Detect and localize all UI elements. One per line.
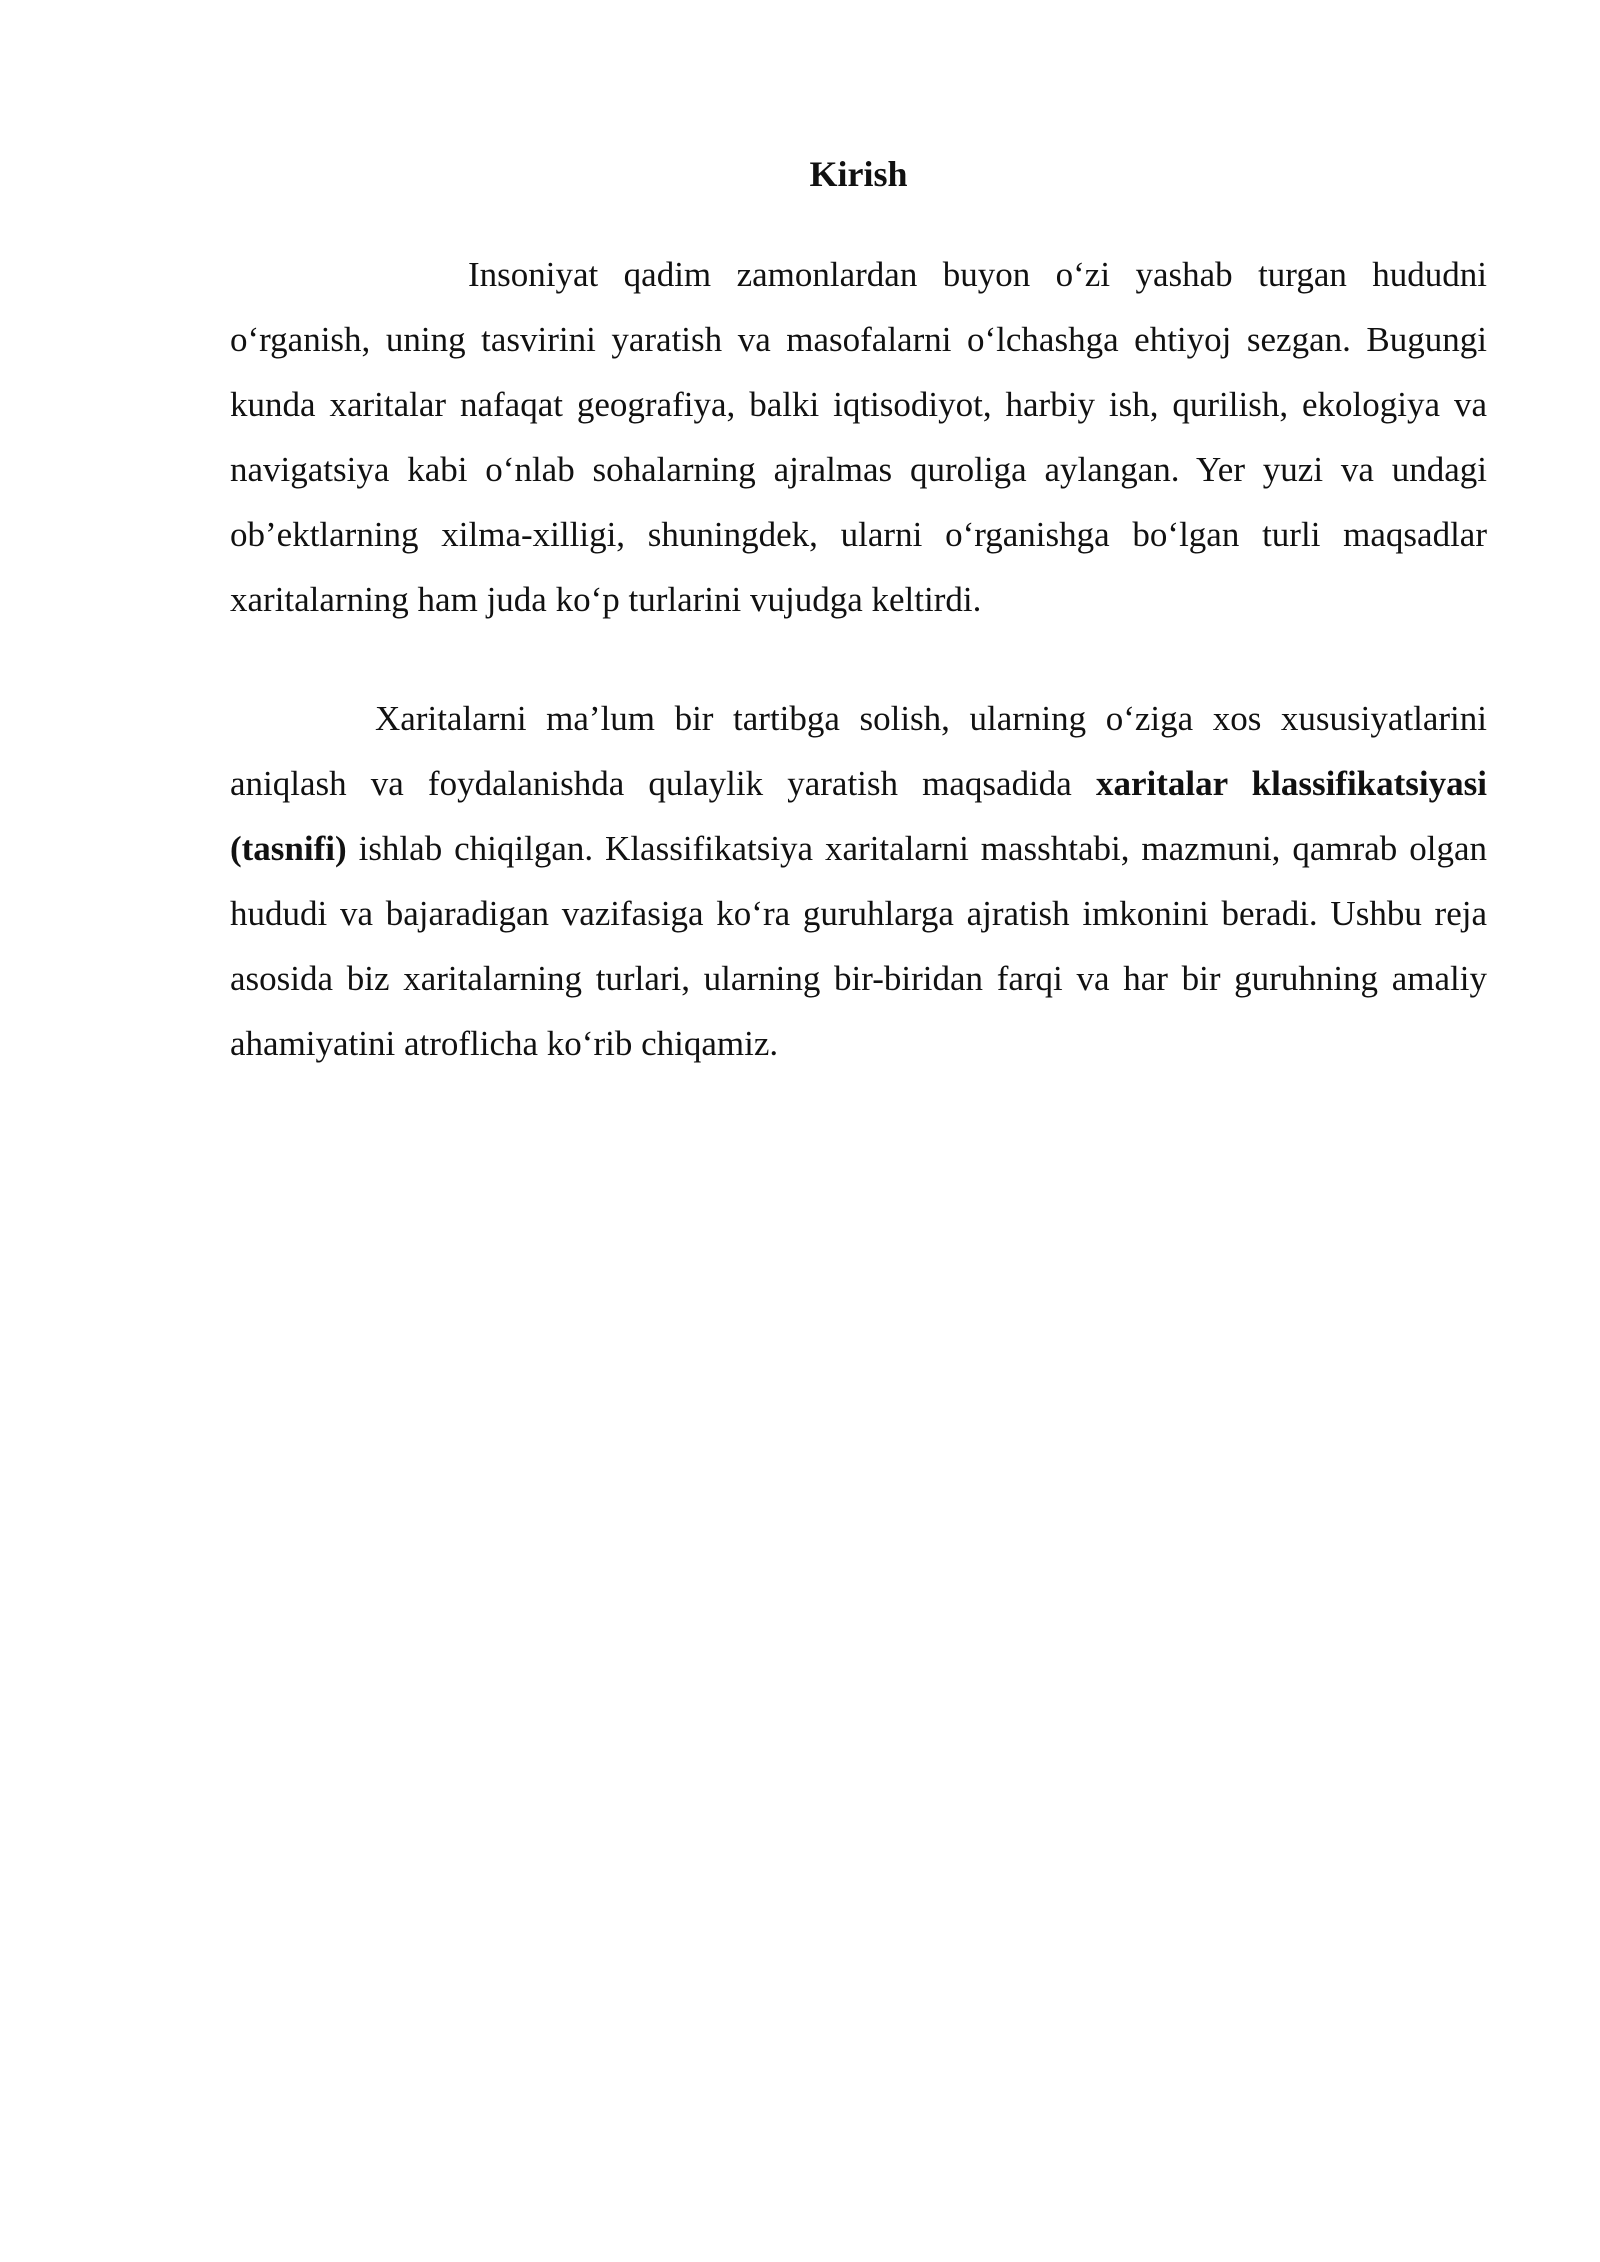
- page-title: Kirish: [809, 154, 908, 194]
- paragraph-text-start: Xaritalarni ma’lum bir tartibga solish, ularning o‘ziga xos xususiyatlarini aniqlash va foydalanishda qulaylik yaratish maqsadida: [230, 699, 1487, 803]
- document-body: [230, 150, 1487, 1076]
- bold-term: xaritalar klassifikatsiyasi (tasnifi): [230, 764, 1487, 868]
- paragraph-introduction: Insoniyat qadim zamonlardan buyon o‘zi yashab turgan hududni o‘rganish, uning tasvirini yaratish va masofalarni o‘lchashga ehtiyoj sezgan. Bugungi kunda xaritalar nafaqat geografiya, balki iqtisodiyot, harbiy ish, qurilish, ekologiya va navigatsiya kabi o‘nlab sohalarning ajralmas quroliga aylangan. Yer yuzi va undagi ob’ektlarning xilma-xilligi, shuningdek, ularni o‘rganishga bo‘lgan turli maqsadlar xaritalarning ham juda ko‘p turlarini vujudga keltirdi.: [230, 255, 1487, 619]
- paragraph-text-end: ishlab chiqilgan. Klassifikatsiya xaritalarni masshtabi, mazmuni, qamrab olgan hududi va bajaradigan vazifasiga ko‘ra guruhlarga ajratish imkonini beradi. Ushbu reja asosida biz xaritalarning turlari, ularning bir-biridan farqi va har bir guruhning amaliy ahamiyatini atroflicha ko‘rib chiqamiz.: [230, 829, 1487, 1063]
- paragraph-classification: [230, 686, 1487, 1076]
